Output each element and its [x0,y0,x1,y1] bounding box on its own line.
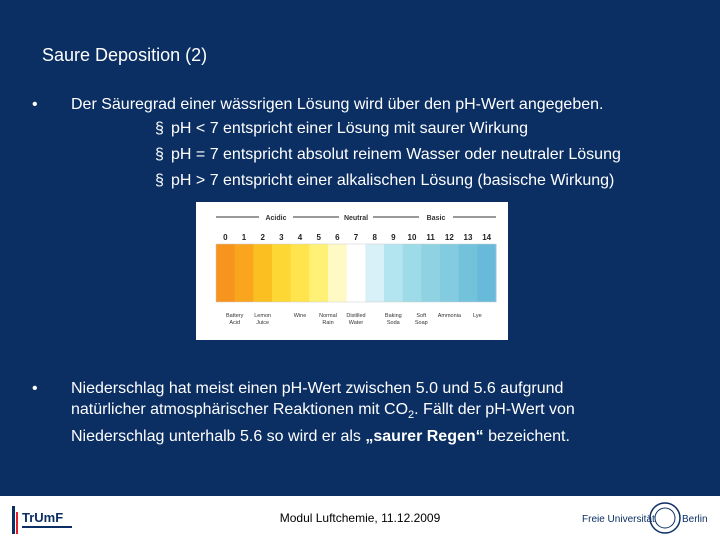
ph-color-segment [440,244,459,302]
ph-number: 3 [279,233,284,242]
subitem-marker: § [155,146,164,163]
ph-color-segment [421,244,440,302]
ph-number: 5 [316,233,321,242]
subitem-3 [155,172,614,190]
bullet-2-text [71,378,681,447]
ph-number: 1 [241,233,247,242]
ph-number: 0 [223,233,228,242]
fu-logo-text-b: Berlin [682,514,708,525]
ph-example-label: Lye [472,313,482,319]
bullet-2-line3-pre: Niederschlag unterhalb 5.6 so wird er als [71,428,366,446]
bullet-marker: • [32,96,38,113]
scale-label-basic: Basic [426,215,446,222]
subitem-marker: § [155,120,164,137]
ph-scale-graphic [196,202,508,340]
ph-color-segment [328,244,347,302]
ph-example-label: Ammonia [437,313,461,319]
ph-color-segment [384,244,403,302]
ph-color-segment [477,244,496,302]
bullet-2-line1: Niederschlag hat meist einen pH-Wert zwischen 5.0 und 5.6 aufgrund [71,380,564,397]
scale-label-acidic: Acidic [265,215,287,222]
subitem-marker: § [155,172,164,189]
fu-berlin-logo [580,500,710,536]
ph-number: 11 [426,233,435,242]
co2-subscript: 2 [408,409,415,422]
ph-color-segment [365,244,384,302]
trumf-logo-text: TrUmF [22,510,64,525]
bullet-2-line2-post: . Fällt der pH-Wert von [414,401,575,418]
ph-color-segment [403,244,422,302]
ph-number: 14 [482,233,492,242]
scale-label-neutral: Neutral [343,215,369,222]
bullet-2-line2-pre: natürlicher atmosphärischer Reaktionen mit CO [71,401,409,418]
bullet-2-line3-post: bezeichent. [483,428,570,446]
ph-color-segment [347,244,366,302]
ph-number: 13 [463,233,473,242]
ph-color-segment [216,244,235,302]
ph-example-label: Distilled Water [346,313,366,326]
ph-number: 10 [407,233,417,242]
ph-example-label: Wine [293,313,307,319]
ph-number: 6 [335,233,340,242]
saurer-regen-term: „saurer Regen“ [365,428,484,446]
ph-number: 12 [444,233,454,242]
ph-example-label: Normal Rain [319,313,337,326]
slide-title: Saure Deposition (2) [42,45,208,65]
subitem-1-text: pH < 7 entspricht einer Lösung mit saurer Wirkung [171,120,529,137]
ph-number: 8 [372,233,377,242]
footer-text: Modul Luftchemie, 11.12.2009 [279,511,441,525]
ph-color-segment [309,244,328,302]
subitem-1 [155,120,528,138]
ph-number: 4 [297,233,303,242]
ph-color-segment [253,244,272,302]
ph-example-label: Battery Acid [225,313,244,326]
ph-number: 7 [353,233,359,242]
fu-logo-text-a: Freie Universität [582,514,655,525]
ph-color-segment [272,244,291,302]
subitem-2-text: pH = 7 entspricht absolut reinem Wasser oder neutraler Lösung [171,146,621,163]
ph-color-segment [459,244,478,302]
subitem-2 [155,146,621,164]
footer-divider [0,494,720,496]
subitem-3-text: pH > 7 entspricht einer alkalischen Lösung (basische Wirkung) [171,172,615,189]
bullet-marker: • [32,380,38,397]
ph-example-label: Lemon Juice [254,313,272,326]
ph-scale-image [196,202,508,340]
bullet-1-text: Der Säuregrad einer wässrigen Lösung wird über den pH-Wert angegeben. [71,96,604,113]
ph-example-label: Soft Soap [414,313,428,326]
ph-number: 2 [260,233,265,242]
ph-color-segment [291,244,310,302]
ph-color-segment [235,244,254,302]
ph-number: 9 [391,233,396,242]
ph-example-label: Baking Soda [384,313,402,326]
